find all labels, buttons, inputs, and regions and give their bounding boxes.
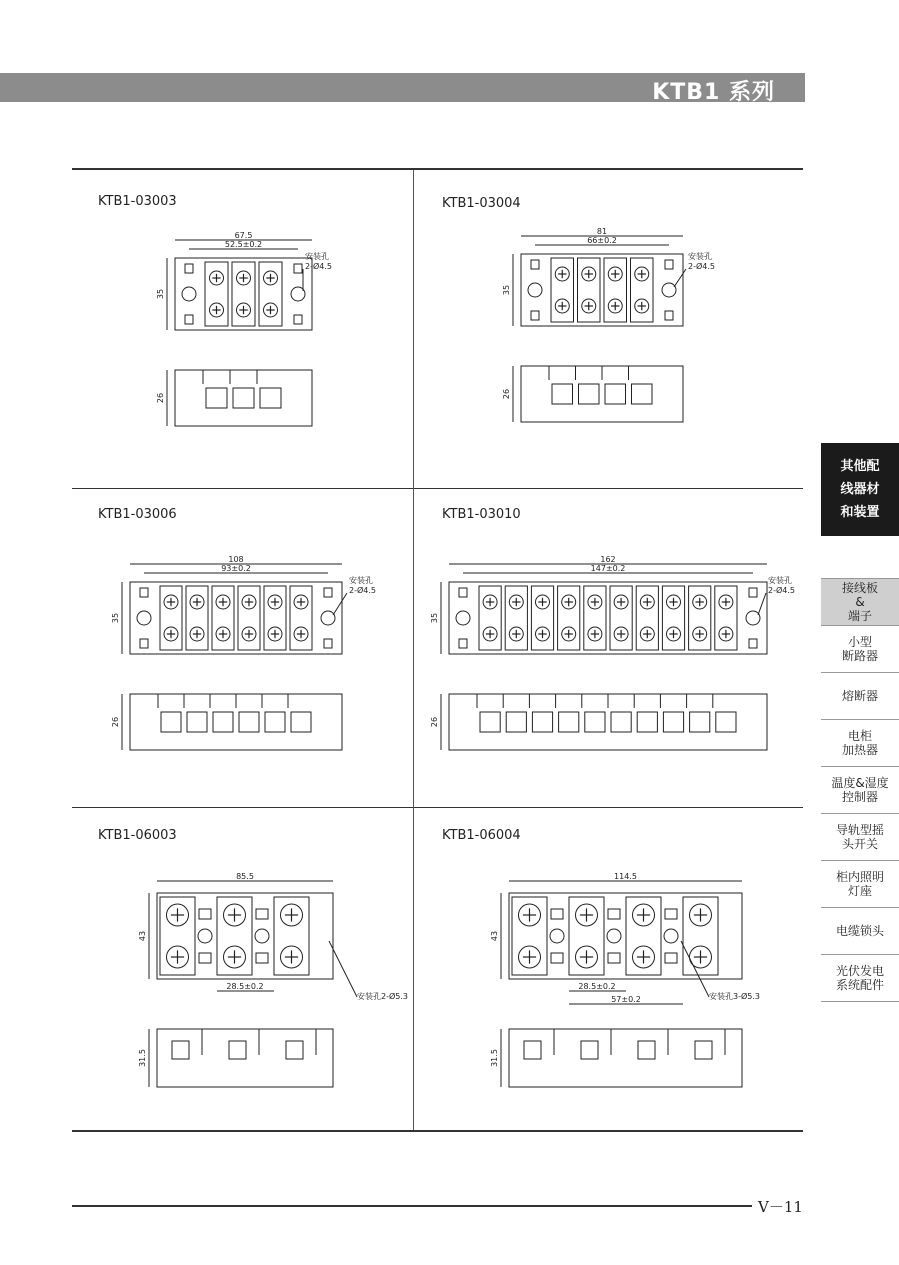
slot <box>459 588 467 597</box>
sidebar-item-rail-switches[interactable]: 导轨型摇 头开关 <box>821 814 899 861</box>
slot <box>324 588 332 597</box>
sidebar-item-breakers[interactable]: 小型 断路器 <box>821 626 899 673</box>
hole-label: 安装孔 <box>349 576 373 585</box>
mount-hole <box>528 283 542 297</box>
dimension-pitch: 66±0.2 <box>587 236 617 245</box>
dimension-overall: 81 <box>596 227 608 236</box>
mount-hole <box>662 283 676 297</box>
slot <box>140 588 148 597</box>
dimension-height: 43 <box>490 930 499 942</box>
side-view-body <box>157 1029 333 1087</box>
dimension-side-height: 31.5 <box>138 1049 147 1067</box>
side-terminal <box>506 712 526 732</box>
side-terminal <box>552 384 573 404</box>
dimension-pitch: 28.5±0.2 <box>226 982 264 991</box>
slot <box>749 639 757 648</box>
product-cell <box>414 170 803 488</box>
sidebar-item-terminal-blocks[interactable]: 接线板 & 端子 <box>821 579 899 626</box>
side-terminal <box>161 712 181 732</box>
slot <box>199 909 211 919</box>
dimension-pitch-2: 57±0.2 <box>611 995 641 1004</box>
mount-hole <box>607 929 621 943</box>
slot <box>459 639 467 648</box>
side-terminal <box>605 384 626 404</box>
hole-label: 安装孔3-Ø5.3 <box>709 992 760 1001</box>
model-name: KTB1-03003 <box>98 194 177 209</box>
footer-rule <box>72 1205 752 1207</box>
sidebar-category-line: 其他配 <box>840 459 880 474</box>
slot <box>185 264 193 273</box>
slot <box>324 639 332 648</box>
mount-hole <box>198 929 212 943</box>
dimension-overall: 85.5 <box>236 872 254 881</box>
slot <box>665 909 677 919</box>
dimension-overall: 114.5 <box>614 872 637 881</box>
sidebar-item-cabinet-lights[interactable]: 柜内照明 灯座 <box>821 861 899 908</box>
terminal-body <box>449 582 767 654</box>
side-terminal <box>637 712 657 732</box>
side-terminal <box>524 1041 541 1059</box>
dimension-height: 35 <box>430 612 439 624</box>
hole-spec: 2-Ø4.5 <box>688 262 715 271</box>
bottom-rule <box>72 1130 803 1132</box>
slot <box>665 260 673 269</box>
sidebar-category-line: 和装置 <box>840 505 880 520</box>
hole-spec: 2-Ø4.5 <box>349 586 376 595</box>
sidebar-item-fuses[interactable]: 熔断器 <box>821 673 899 720</box>
side-terminal <box>611 712 631 732</box>
sidebar-item-cable-locks[interactable]: 电缆锁头 <box>821 908 899 955</box>
side-terminal <box>260 388 281 408</box>
slot <box>531 311 539 320</box>
hole-label: 安装孔 <box>768 576 792 585</box>
mount-hole <box>137 611 151 625</box>
slot <box>665 311 673 320</box>
hole-spec: 2-Ø4.5 <box>768 586 795 595</box>
slot <box>199 953 211 963</box>
product-cell <box>414 808 803 1130</box>
side-terminal <box>579 384 600 404</box>
side-terminal <box>716 712 736 732</box>
side-terminal <box>663 712 683 732</box>
product-drawing <box>72 808 413 1130</box>
side-view-body <box>175 370 312 426</box>
side-terminal <box>265 712 285 732</box>
product-drawing <box>414 808 803 1130</box>
model-name: KTB1-03006 <box>98 507 177 522</box>
slot <box>294 264 302 273</box>
dimension-overall: 67.5 <box>234 231 253 240</box>
dimension-pitch: 147±0.2 <box>590 564 626 573</box>
side-terminal <box>638 1041 655 1059</box>
dimension-height: 35 <box>156 288 165 300</box>
mount-hole <box>664 929 678 943</box>
side-terminal <box>632 384 653 404</box>
slot <box>608 953 620 963</box>
mount-hole <box>255 929 269 943</box>
slot <box>749 588 757 597</box>
side-terminal <box>695 1041 712 1059</box>
series-title: KTB1 系列 <box>652 80 775 105</box>
product-cell <box>72 808 413 1130</box>
side-terminal <box>187 712 207 732</box>
side-terminal <box>233 388 254 408</box>
hole-label: 安装孔 <box>688 252 712 261</box>
product-drawing <box>72 170 413 488</box>
slot <box>551 909 563 919</box>
product-cell <box>72 170 413 488</box>
side-terminal <box>690 712 710 732</box>
mount-hole <box>746 611 760 625</box>
dimension-height: 43 <box>138 930 147 942</box>
side-view-body <box>509 1029 742 1087</box>
product-cell <box>414 489 803 807</box>
mount-hole <box>321 611 335 625</box>
dimension-side-height: 31.5 <box>490 1049 499 1067</box>
hole-label: 安装孔2-Ø5.3 <box>357 992 408 1001</box>
dimension-pitch: 52.5±0.2 <box>224 240 263 249</box>
dimension-pitch: 28.5±0.2 <box>578 982 616 991</box>
side-terminal <box>213 712 233 732</box>
dimension-height: 35 <box>111 612 120 624</box>
sidebar-item-heaters[interactable]: 电柜 加热器 <box>821 720 899 767</box>
side-terminal <box>239 712 259 732</box>
dimension-height: 35 <box>502 284 511 296</box>
dimension-overall: 108 <box>228 555 244 564</box>
product-drawing <box>72 489 413 807</box>
side-terminal <box>559 712 579 732</box>
sidebar-category-line: 线器材 <box>840 482 880 497</box>
slot <box>608 909 620 919</box>
dimension-side-height: 26 <box>502 388 511 400</box>
model-name: KTB1-06004 <box>442 828 521 843</box>
dimension-overall: 162 <box>600 555 616 564</box>
model-name: KTB1-06003 <box>98 828 177 843</box>
page-number: V－11 <box>758 1198 803 1216</box>
slot <box>256 953 268 963</box>
slot <box>185 315 193 324</box>
slot <box>551 953 563 963</box>
side-terminal <box>291 712 311 732</box>
mount-hole <box>456 611 470 625</box>
leader-line <box>333 593 347 615</box>
side-terminal <box>480 712 500 732</box>
dimension-side-height: 26 <box>430 716 439 728</box>
side-terminal <box>532 712 552 732</box>
slot <box>256 909 268 919</box>
dimension-side-height: 26 <box>111 716 120 728</box>
product-drawing <box>414 170 803 488</box>
sidebar-item-pv-parts[interactable]: 光伏发电 系统配件 <box>821 955 899 1002</box>
leader-line <box>758 593 766 615</box>
slot <box>531 260 539 269</box>
side-terminal <box>286 1041 303 1059</box>
product-cell <box>72 489 413 807</box>
side-terminal <box>585 712 605 732</box>
terminal-body <box>521 254 683 326</box>
product-drawing <box>414 489 803 807</box>
model-name: KTB1-03010 <box>442 507 521 522</box>
hole-label: 安装孔 <box>305 252 329 261</box>
slot <box>665 953 677 963</box>
header-bar <box>0 73 805 105</box>
side-terminal <box>581 1041 598 1059</box>
leader-line <box>674 269 686 287</box>
side-terminal <box>229 1041 246 1059</box>
sidebar-item-controllers[interactable]: 温度&湿度 控制器 <box>821 767 899 814</box>
side-terminal <box>172 1041 189 1059</box>
slot <box>294 315 302 324</box>
sidebar-list <box>821 578 899 1002</box>
dimension-pitch: 93±0.2 <box>221 564 251 573</box>
model-name: KTB1-03004 <box>442 196 521 211</box>
dimension-side-height: 26 <box>156 392 165 404</box>
slot <box>140 639 148 648</box>
mount-hole <box>182 287 196 301</box>
hole-spec: 2-Ø4.5 <box>305 262 332 271</box>
terminal-body <box>130 582 342 654</box>
mount-hole <box>550 929 564 943</box>
side-terminal <box>206 388 227 408</box>
sidebar-category[interactable] <box>821 443 899 536</box>
